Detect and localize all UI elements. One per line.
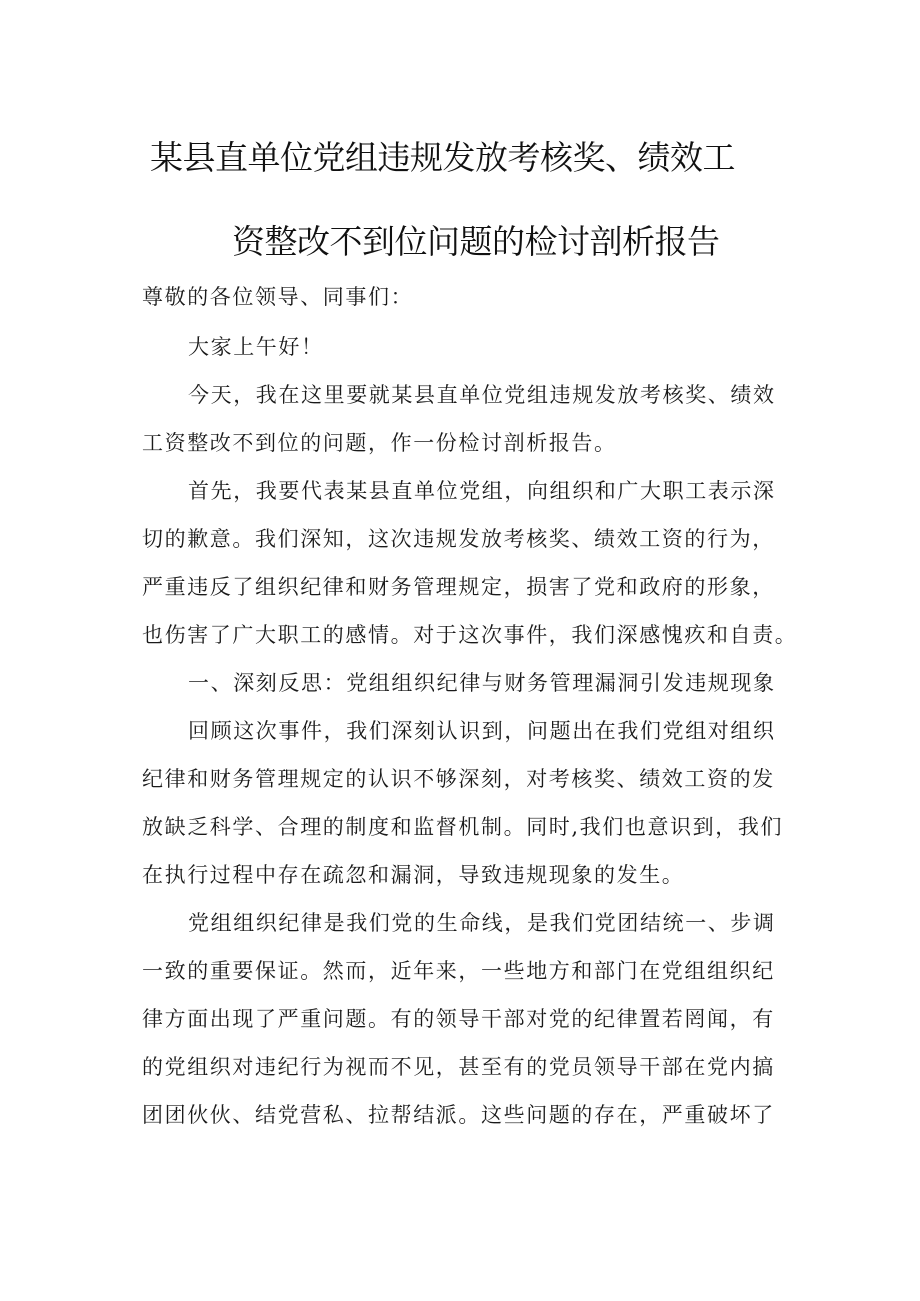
document-title-line-2: 资整改不到位问题的检讨剖析报告 — [232, 222, 720, 261]
paragraph-line: 团团伙伙、结党营私、拉帮结派。这些问题的存在，严重破坏了 — [142, 1103, 775, 1127]
paragraph-line: 纪律和财务管理规定的认识不够深刻，对考核奖、绩效工资的发 — [142, 767, 775, 791]
salutation: 尊敬的各位领导、同事们： — [142, 285, 414, 309]
paragraph-line: 也伤害了广大职工的感情。对于这次事件，我们深感愧疚和自责。 — [142, 623, 798, 647]
paragraph-line: 党组组织纪律是我们党的生命线，是我们党团结统一、步调 — [188, 911, 776, 935]
greeting: 大家上午好！ — [188, 335, 324, 359]
paragraph-line: 首先，我要代表某县直单位党组，向组织和广大职工表示深 — [188, 479, 776, 503]
paragraph-line: 在执行过程中存在疏忽和漏洞，导致违规现象的发生。 — [142, 863, 685, 887]
paragraph-line: 一致的重要保证。然而，近年来，一些地方和部门在党组组织纪 — [142, 959, 775, 983]
paragraph-line: 回顾这次事件，我们深刻认识到，问题出在我们党组对组织 — [188, 719, 776, 743]
paragraph-line: 工资整改不到位的问题，作一份检讨剖析报告。 — [142, 431, 617, 455]
paragraph-line: 律方面出现了严重问题。有的领导干部对党的纪律置若罔闻，有 — [142, 1007, 775, 1031]
paragraph-line: 切的歉意。我们深知，这次违规发放考核奖、绩效工资的行为， — [142, 527, 775, 551]
paragraph-line: 严重违反了组织纪律和财务管理规定，损害了党和政府的形象， — [142, 575, 775, 599]
document-title-line-1: 某县直单位党组违规发放考核奖、绩效工 — [150, 138, 735, 177]
section-heading: 一、深刻反思：党组组织纪律与财务管理漏洞引发违规现象 — [188, 671, 776, 695]
paragraph-line: 的党组织对违纪行为视而不见，甚至有的党员领导干部在党内搞 — [142, 1055, 775, 1079]
paragraph-line: 今天，我在这里要就某县直单位党组违规发放考核奖、绩效 — [188, 383, 776, 407]
paragraph-line: 放缺乏科学、合理的制度和监督机制。同时,我们也意识到，我们 — [142, 815, 784, 839]
